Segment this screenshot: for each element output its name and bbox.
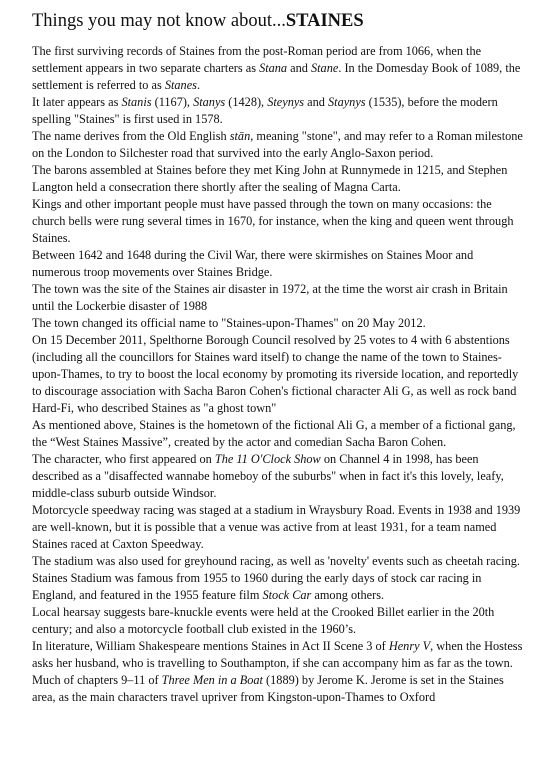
text-run: The name derives from the Old English: [32, 129, 230, 143]
text-run: As mentioned above, Staines is the hometown of the fictional Ali G, a member of a fictional gang, the “West Staines Massive”, created by the actor and comedian Sacha Baron Cohen.: [32, 418, 516, 449]
text-run: Motorcycle speedway racing was staged at a stadium in Wraysbury Road. Events in 1938 and 1939 are well-known, but it is possible that a venue was active from at least 1931, for a team named Staines raced at Caxton Speedway.: [32, 503, 521, 551]
text-run: and: [287, 61, 311, 75]
text-run: The barons assembled at Staines before they met King John at Runnymede in 1215, and Stephen Langton held a consecration there shortly after the sealing of Magna Carta.: [32, 163, 508, 194]
paragraph: [32, 43, 524, 94]
text-run: The town was the site of the Staines air disaster in 1972, at the time the worst air crash in Britain until the Lockerbie disaster of 1988: [32, 282, 508, 313]
text-run: On 15 December 2011, Spelthorne Borough Council resolved by 25 votes to 4 with 6 abstentions (including all the councillors for Staines ward itself) to change the name of the town to Staines-upon-Thames, to try to boost the local economy by promoting its riverside location, and reportedly to discourage association with Sacha Baron Cohen's fictional character Ali G, as well as rock band Hard-Fi, who described Staines as "a ghost town": [32, 333, 519, 415]
text-run: In literature, William Shakespeare mentions Staines in Act II Scene 3 of: [32, 639, 389, 653]
paragraph: [32, 281, 524, 315]
paragraph: [32, 196, 524, 247]
italic-text: The 11 O'Clock Show: [214, 452, 321, 466]
text-run: Kings and other important people must have passed through the town on many occasions: the church bells were rung several times in 1670, for instance, when the king and queen went through Staines.: [32, 197, 514, 245]
text-run: (1889) by Jerome K. Jerome is set in the Staines area, as the main characters travel upriver from Kingston-upon-Thames to Oxford: [32, 673, 504, 704]
text-run: Local hearsay suggests bare-knuckle events were held at the Crooked Billet earlier in the 20th century; and also a motorcycle football club existed in the 1960’s.: [32, 605, 495, 636]
text-run: .: [196, 78, 201, 92]
italic-text: Stane: [310, 61, 339, 75]
text-run: (1535), before the modern spelling "Staines" is first used in 1578.: [32, 95, 498, 126]
italic-text: Stanes: [164, 78, 197, 92]
page-title: [32, 10, 524, 32]
italic-text: Stanys: [193, 95, 226, 109]
paragraph: [32, 417, 524, 451]
italic-text: Staynys: [328, 95, 366, 109]
text-run: , when the Hostess asks her husband, who is travelling to Southampton, if she can accompany him as far as the town. Much of chapters 9–11 of: [32, 639, 523, 687]
text-run: The stadium was also used for greyhound racing, as well as 'novelty' events such as cheetah racing.: [32, 554, 520, 568]
text-run: and: [304, 95, 328, 109]
article-body: [32, 43, 524, 706]
italic-text: Steynys: [267, 95, 305, 109]
text-run: , meaning "stone", and may refer to a Roman milestone on the London to Silchester road that survived into the early Anglo-Saxon period.: [32, 129, 523, 160]
italic-text: Stock Car: [262, 588, 312, 602]
paragraph: [32, 570, 524, 604]
paragraph: [32, 638, 524, 706]
text-run: Staines Stadium was famous from 1955 to 1960 during the early days of stock car racing in England, and featured in the 1955 feature film: [32, 571, 482, 602]
text-run: Between 1642 and 1648 during the Civil War, there were skirmishes on Staines Moor and numerous troop movements over Staines Bridge.: [32, 248, 474, 279]
text-run: The town changed its official name to "Staines-upon-Thames" on 20 May 2012.: [32, 316, 426, 330]
title-prefix: Things you may not know about...: [32, 11, 286, 31]
paragraph: [32, 553, 524, 570]
paragraph: [32, 247, 524, 281]
paragraph: [32, 162, 524, 196]
paragraph: [32, 94, 524, 128]
paragraph: [32, 451, 524, 502]
paragraph: [32, 502, 524, 553]
text-run: among others.: [311, 588, 385, 602]
paragraph: [32, 332, 524, 417]
title-emphasis: STAINES: [285, 11, 364, 31]
paragraph: [32, 604, 524, 638]
text-run: It later appears as: [32, 95, 122, 109]
text-run: The character, who first appeared on: [32, 452, 215, 466]
paragraph: [32, 128, 524, 162]
text-run: (1428),: [225, 95, 268, 109]
italic-text: Stana: [259, 61, 288, 75]
paragraph: [32, 315, 524, 332]
text-run: (1167),: [151, 95, 194, 109]
italic-text: stān: [229, 129, 251, 143]
text-run: on Channel 4 in 1998, has been described as a "disaffected wannabe homeboy of the suburbs" when in fact it's this lovely, leafy, middle-class suburb outside Windsor.: [32, 452, 504, 500]
article: [32, 10, 524, 706]
italic-text: Three Men in a Boat: [161, 673, 263, 687]
text-run: . In the Domesday Book of 1089, the settlement is referred to as: [32, 61, 521, 92]
text-run: The first surviving records of Staines from the post-Roman period are from 1066, when the settlement appears in two separate charters as: [32, 44, 482, 75]
italic-text: Stanis: [121, 95, 152, 109]
italic-text: Henry V: [388, 639, 431, 653]
